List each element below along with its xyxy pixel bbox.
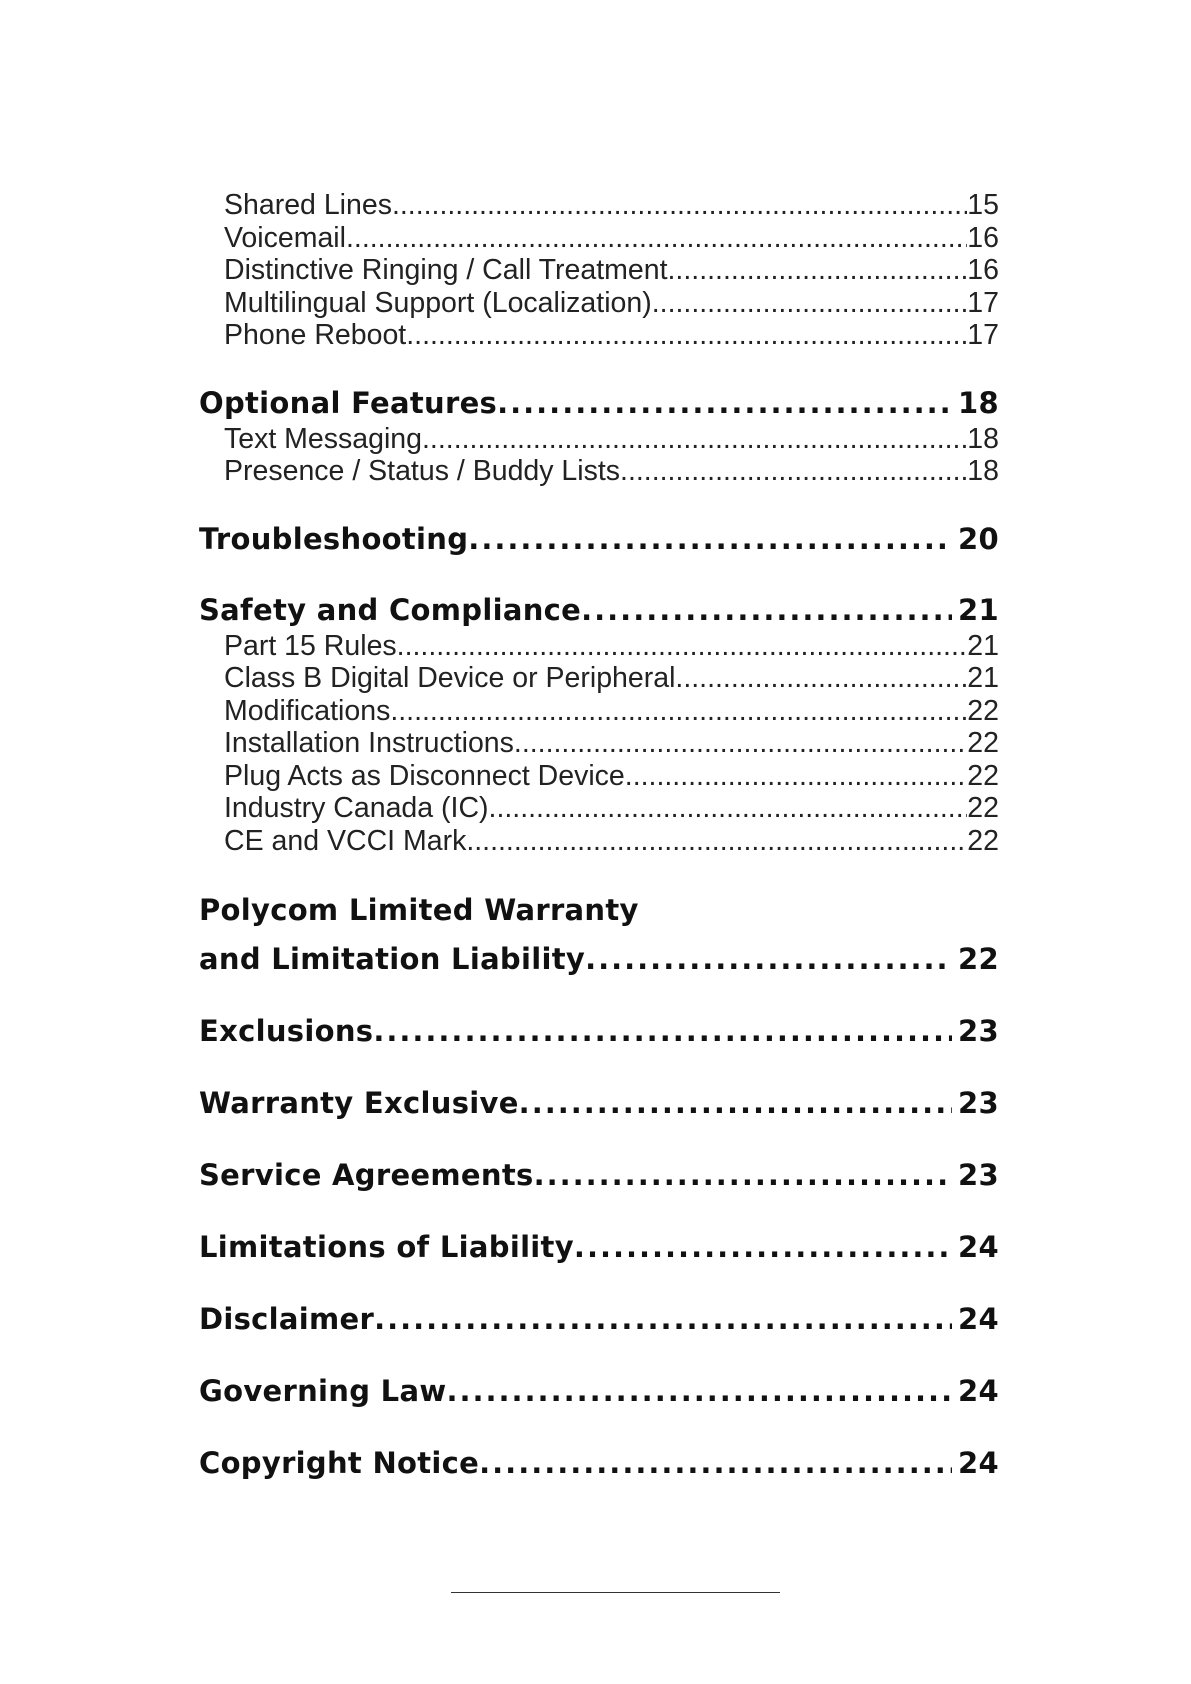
toc-section-page: 24 xyxy=(958,1230,999,1264)
toc-entry-text-messaging[interactable] xyxy=(199,423,999,456)
toc-section-warranty-exclusive[interactable] xyxy=(199,1083,999,1123)
toc-section-page: 18 xyxy=(958,385,999,420)
toc-entry-page: 15 xyxy=(967,189,999,221)
toc-entry-page: 21 xyxy=(967,629,999,662)
dot-leader xyxy=(397,630,968,663)
toc-section-warranty-line1[interactable]: Polycom Limited Warranty xyxy=(199,893,639,927)
dot-leader xyxy=(514,727,967,760)
toc-section-page: 22 xyxy=(958,942,999,976)
toc-entry-label: Phone Reboot xyxy=(224,319,407,351)
toc-entry-page: 17 xyxy=(967,319,999,351)
toc-entry-label: Distinctive Ringing / Call Treatment xyxy=(224,254,668,286)
toc-entry-page: 18 xyxy=(967,455,999,487)
toc-entry-label: Presence / Status / Buddy Lists xyxy=(224,455,621,487)
toc-section-label: Safety and Compliance xyxy=(199,592,582,627)
toc-entry-plug-disconnect[interactable] xyxy=(199,760,999,793)
dot-leader xyxy=(489,792,968,825)
toc-section-page: 23 xyxy=(958,1086,999,1120)
toc-section-page: 24 xyxy=(958,1374,999,1408)
toc-entry-label: Part 15 Rules xyxy=(224,629,397,662)
toc-entry-page: 18 xyxy=(967,422,999,455)
toc-section-exclusions[interactable] xyxy=(199,1011,999,1051)
toc-entry-distinctive-ringing[interactable] xyxy=(199,254,999,287)
toc-entry-label: Modifications xyxy=(224,694,391,727)
dot-leader xyxy=(652,287,968,320)
dot-leader xyxy=(497,383,952,423)
dot-leader xyxy=(620,455,967,488)
table-of-contents xyxy=(199,189,999,1483)
toc-section-page: 23 xyxy=(958,1014,999,1048)
dot-leader xyxy=(479,1443,952,1483)
toc-entry-label: Industry Canada (IC) xyxy=(224,792,489,824)
toc-entry-page: 22 xyxy=(967,727,999,759)
dot-leader xyxy=(574,1227,952,1267)
toc-entry-label: Voicemail xyxy=(224,221,346,254)
toc-section-limitations-liability[interactable] xyxy=(199,1227,999,1267)
toc-entry-shared-lines[interactable] xyxy=(199,189,999,222)
toc-entry-page: 21 xyxy=(967,662,999,694)
toc-entry-label: CE and VCCI Mark xyxy=(224,824,467,857)
toc-section-label: Exclusions xyxy=(199,1014,374,1048)
toc-entry-voicemail[interactable] xyxy=(199,222,999,255)
toc-entry-industry-canada[interactable] xyxy=(199,792,999,825)
toc-entry-modifications[interactable] xyxy=(199,695,999,728)
toc-entry-page: 22 xyxy=(967,824,999,857)
toc-section-safety-compliance[interactable] xyxy=(199,590,999,630)
dot-leader xyxy=(585,939,952,979)
dot-leader xyxy=(392,189,967,222)
dot-leader xyxy=(675,662,967,695)
toc-entry-page: 16 xyxy=(967,221,999,254)
toc-section-copyright-notice[interactable] xyxy=(199,1443,999,1483)
dot-leader xyxy=(466,825,967,858)
toc-section-label: Troubleshooting xyxy=(199,521,469,556)
toc-entry-ce-vcci-mark[interactable] xyxy=(199,825,999,858)
toc-section-disclaimer[interactable] xyxy=(199,1299,999,1339)
dot-leader xyxy=(581,590,952,630)
toc-section-governing-law[interactable] xyxy=(199,1371,999,1411)
dot-leader xyxy=(374,1299,952,1339)
dot-leader xyxy=(534,1155,952,1195)
toc-entry-presence-status[interactable] xyxy=(199,455,999,488)
toc-section-label: Disclaimer xyxy=(199,1302,375,1336)
toc-section-page: 20 xyxy=(958,521,999,556)
toc-section-troubleshooting[interactable] xyxy=(199,519,999,559)
toc-section-label: Service Agreements xyxy=(199,1158,534,1192)
toc-section-label: Optional Features xyxy=(199,385,498,420)
dot-leader xyxy=(519,1083,952,1123)
toc-section-page: 24 xyxy=(958,1446,999,1480)
toc-entry-part-15-rules[interactable] xyxy=(199,630,999,663)
toc-entry-label: Shared Lines xyxy=(224,189,392,221)
dot-leader xyxy=(373,1011,952,1051)
toc-section-label: Limitations of Liability xyxy=(199,1230,574,1264)
footer-divider xyxy=(451,1592,780,1593)
toc-entry-class-b-device[interactable] xyxy=(199,662,999,695)
toc-entry-phone-reboot[interactable] xyxy=(199,319,999,352)
toc-entry-page: 16 xyxy=(967,254,999,286)
toc-entry-page: 17 xyxy=(967,286,999,319)
toc-entry-page: 22 xyxy=(967,694,999,727)
toc-section-page: 23 xyxy=(958,1158,999,1192)
toc-entry-label: Plug Acts as Disconnect Device xyxy=(224,759,625,792)
toc-section-label: Copyright Notice xyxy=(199,1446,480,1480)
dot-leader xyxy=(625,760,968,793)
toc-entry-label: Installation Instructions xyxy=(224,727,514,759)
toc-entry-label: Multilingual Support (Localization) xyxy=(224,286,652,319)
toc-section-optional-features[interactable] xyxy=(199,383,999,423)
dot-leader xyxy=(468,519,952,559)
toc-entry-multilingual-support[interactable] xyxy=(199,287,999,320)
toc-section-label: Warranty Exclusive xyxy=(199,1086,519,1120)
toc-entry-label: Text Messaging xyxy=(224,422,423,455)
dot-leader xyxy=(390,695,967,728)
toc-section-service-agreements[interactable] xyxy=(199,1155,999,1195)
toc-entry-installation-instructions[interactable] xyxy=(199,727,999,760)
dot-leader xyxy=(346,222,967,255)
dot-leader xyxy=(406,319,967,352)
dot-leader xyxy=(446,1371,952,1411)
toc-entry-page: 22 xyxy=(967,759,999,792)
toc-entry-label: Class B Digital Device or Peripheral xyxy=(224,662,676,694)
dot-leader xyxy=(668,254,968,287)
dot-leader xyxy=(422,423,967,456)
toc-section-page: 21 xyxy=(958,592,999,627)
toc-section-warranty[interactable] xyxy=(199,939,999,979)
toc-section-page: 24 xyxy=(958,1302,999,1336)
toc-section-label: Governing Law xyxy=(199,1374,447,1408)
toc-entry-page: 22 xyxy=(967,792,999,824)
toc-section-label: and Limitation Liability xyxy=(199,942,586,976)
